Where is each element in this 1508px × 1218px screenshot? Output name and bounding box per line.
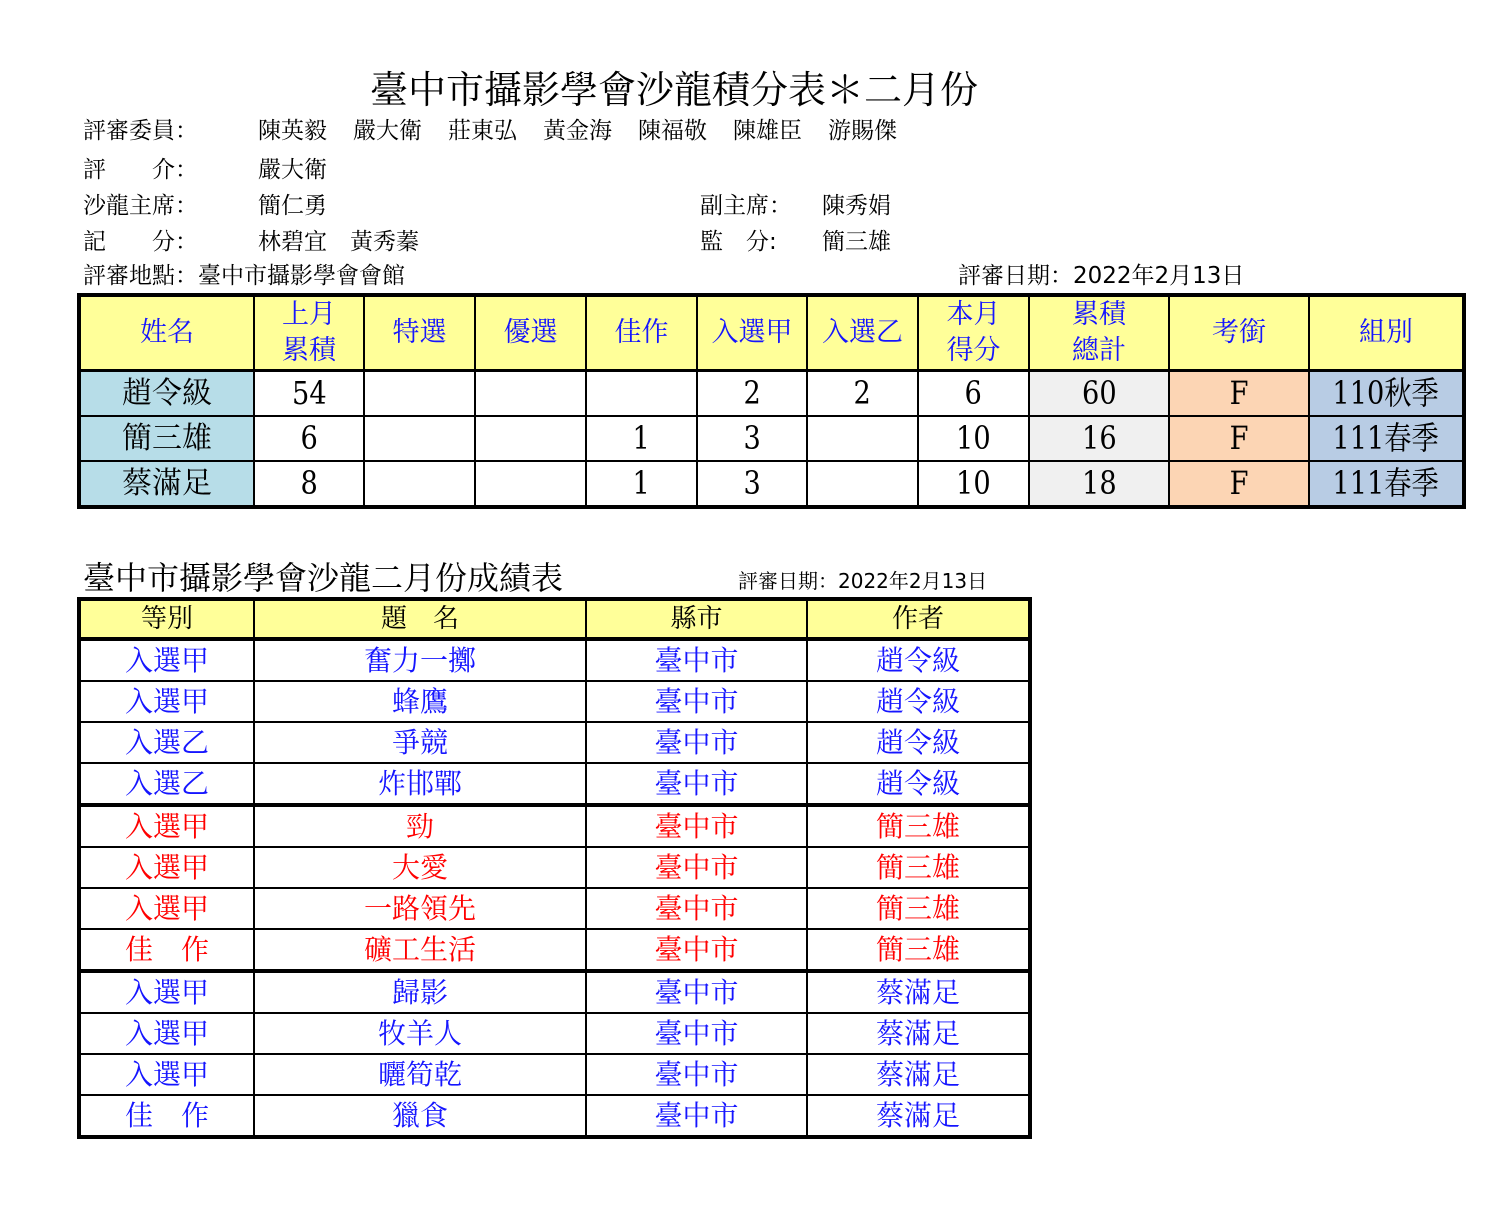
scorer-names: 林碧宜 黃秀蓁 <box>258 229 419 255</box>
author: 簡三雄 <box>807 805 1030 847</box>
author: 蔡滿足 <box>807 971 1030 1013</box>
city: 臺中市 <box>586 805 807 847</box>
score-table <box>77 293 1466 509</box>
table-row <box>79 1054 1030 1095</box>
city: 臺中市 <box>586 763 807 805</box>
chair-label: 沙龍主席： <box>83 193 198 219</box>
work-title: 勁 <box>254 805 586 847</box>
city: 臺中市 <box>586 639 807 681</box>
award-rank: 入選甲 <box>79 1054 254 1095</box>
city: 臺中市 <box>586 1013 807 1054</box>
award-rank: 入選乙 <box>79 722 254 763</box>
author: 簡三雄 <box>807 929 1030 971</box>
results-header-row <box>79 599 1030 639</box>
header-cell: 入選乙 <box>807 295 918 371</box>
work-title: 爭競 <box>254 722 586 763</box>
table-row <box>79 416 1464 461</box>
special-count <box>364 416 475 461</box>
member-name: 簡三雄 <box>79 416 254 461</box>
award-rank: 入選乙 <box>79 763 254 805</box>
work-title: 大愛 <box>254 847 586 888</box>
selected-a-count: 3 <box>697 461 807 507</box>
member-group: 111春季 <box>1309 461 1464 507</box>
results-date: 評審日期：2022年2月13日 <box>738 569 988 593</box>
selected-b-count: 2 <box>807 371 918 417</box>
judge-name: 莊東弘 <box>448 118 517 144</box>
header-cell: 題 名 <box>254 599 586 639</box>
header-cell: 組別 <box>1309 295 1464 371</box>
selected-a-count: 2 <box>697 371 807 417</box>
work-title: 蜂鷹 <box>254 681 586 722</box>
honorable-count: 1 <box>586 461 697 507</box>
table-row <box>79 681 1030 722</box>
month-score: 6 <box>918 371 1029 417</box>
member-group: 110秋季 <box>1309 371 1464 417</box>
vice-chair-name: 陳秀娟 <box>822 193 891 219</box>
last-month-score: 8 <box>254 461 364 507</box>
award-rank: 佳 作 <box>79 929 254 971</box>
author: 蔡滿足 <box>807 1054 1030 1095</box>
header-cell: 姓名 <box>79 295 254 371</box>
header-cell: 特選 <box>364 295 475 371</box>
honorable-count <box>586 371 697 417</box>
header-cell: 佳作 <box>586 295 697 371</box>
city: 臺中市 <box>586 1095 807 1137</box>
table-row <box>79 639 1030 681</box>
title-grade: F <box>1169 371 1309 417</box>
table-row <box>79 847 1030 888</box>
award-rank: 入選甲 <box>79 1013 254 1054</box>
last-month-score: 6 <box>254 416 364 461</box>
work-title: 歸影 <box>254 971 586 1013</box>
author: 趙令級 <box>807 722 1030 763</box>
author: 蔡滿足 <box>807 1013 1030 1054</box>
venue-text: 評審地點：臺中市攝影學會會館 <box>83 263 405 289</box>
judge-name: 陳英毅 <box>258 118 327 144</box>
header-cell: 累積 總計 <box>1029 295 1169 371</box>
header-cell: 縣市 <box>586 599 807 639</box>
cumulative-total: 60 <box>1029 371 1169 417</box>
work-title: 炸邯鄲 <box>254 763 586 805</box>
judge-name: 嚴大衛 <box>353 118 422 144</box>
table-row <box>79 722 1030 763</box>
work-title: 礦工生活 <box>254 929 586 971</box>
chair-name: 簡仁勇 <box>258 193 327 219</box>
work-title: 曬筍乾 <box>254 1054 586 1095</box>
header-cell: 上月 累積 <box>254 295 364 371</box>
author: 蔡滿足 <box>807 1095 1030 1137</box>
city: 臺中市 <box>586 847 807 888</box>
commentary-label: 評 介： <box>83 157 198 183</box>
author: 趙令級 <box>807 763 1030 805</box>
table-row <box>79 1095 1030 1137</box>
author: 趙令級 <box>807 681 1030 722</box>
honorable-count: 1 <box>586 416 697 461</box>
cumulative-total: 18 <box>1029 461 1169 507</box>
title-grade: F <box>1169 461 1309 507</box>
special-count <box>364 461 475 507</box>
judging-date: 評審日期：2022年2月13日 <box>958 263 1245 289</box>
excellent-count <box>475 371 586 417</box>
table-row <box>79 971 1030 1013</box>
supervisor-label: 監 分: <box>700 229 777 255</box>
work-title: 牧羊人 <box>254 1013 586 1054</box>
header-cell: 入選甲 <box>697 295 807 371</box>
city: 臺中市 <box>586 1054 807 1095</box>
author: 趙令級 <box>807 639 1030 681</box>
selected-b-count <box>807 416 918 461</box>
table-row <box>79 763 1030 805</box>
city: 臺中市 <box>586 722 807 763</box>
member-name: 趙令級 <box>79 371 254 417</box>
judge-name: 陳福敬 <box>638 118 707 144</box>
score-header-row <box>79 295 1464 371</box>
table-row <box>79 929 1030 971</box>
special-count <box>364 371 475 417</box>
selected-a-count: 3 <box>697 416 807 461</box>
excellent-count <box>475 416 586 461</box>
results-table <box>77 597 1032 1139</box>
header-cell: 作者 <box>807 599 1030 639</box>
judge-name: 陳雄臣 <box>733 118 802 144</box>
judges-list <box>258 116 923 146</box>
award-rank: 入選甲 <box>79 971 254 1013</box>
month-score: 10 <box>918 461 1029 507</box>
selected-b-count <box>807 461 918 507</box>
table-row <box>79 371 1464 417</box>
scorer-label: 記 分： <box>83 229 198 255</box>
city: 臺中市 <box>586 888 807 929</box>
author: 簡三雄 <box>807 888 1030 929</box>
award-rank: 入選甲 <box>79 847 254 888</box>
award-rank: 入選甲 <box>79 888 254 929</box>
table-row <box>79 1013 1030 1054</box>
commentary-name: 嚴大衛 <box>258 157 327 183</box>
vice-chair-label: 副主席： <box>700 193 792 219</box>
header-cell: 考銜 <box>1169 295 1309 371</box>
month-score: 10 <box>918 416 1029 461</box>
judge-name: 黃金海 <box>543 118 612 144</box>
city: 臺中市 <box>586 929 807 971</box>
judge-name: 游賜傑 <box>828 118 897 144</box>
page-title: 臺中市攝影學會沙龍積分表＊二月份 <box>370 68 979 112</box>
work-title: 獵食 <box>254 1095 586 1137</box>
work-title: 奮力一擲 <box>254 639 586 681</box>
table-row <box>79 461 1464 507</box>
member-name: 蔡滿足 <box>79 461 254 507</box>
cumulative-total: 16 <box>1029 416 1169 461</box>
award-rank: 入選甲 <box>79 681 254 722</box>
author: 簡三雄 <box>807 847 1030 888</box>
last-month-score: 54 <box>254 371 364 417</box>
header-cell: 優選 <box>475 295 586 371</box>
supervisor-name: 簡三雄 <box>822 229 891 255</box>
work-title: 一路領先 <box>254 888 586 929</box>
header-cell: 本月 得分 <box>918 295 1029 371</box>
judges-label: 評審委員： <box>83 118 198 144</box>
member-group: 111春季 <box>1309 416 1464 461</box>
award-rank: 入選甲 <box>79 805 254 847</box>
title-grade: F <box>1169 416 1309 461</box>
award-rank: 入選甲 <box>79 639 254 681</box>
table-row <box>79 805 1030 847</box>
results-title: 臺中市攝影學會沙龍二月份成績表 <box>83 559 564 597</box>
city: 臺中市 <box>586 971 807 1013</box>
city: 臺中市 <box>586 681 807 722</box>
excellent-count <box>475 461 586 507</box>
header-cell: 等別 <box>79 599 254 639</box>
table-row <box>79 888 1030 929</box>
award-rank: 佳 作 <box>79 1095 254 1137</box>
